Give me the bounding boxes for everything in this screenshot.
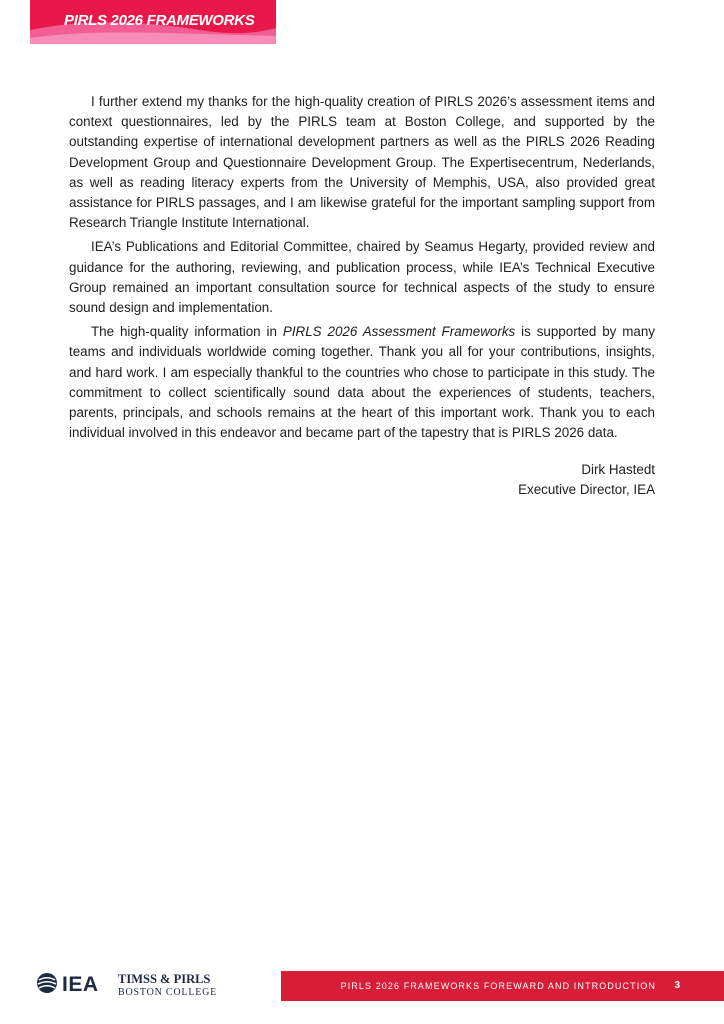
header-title: PIRLS 2026 FRAMEWORKS — [64, 12, 255, 29]
iea-globe-icon — [36, 972, 58, 994]
paragraph-publications: IEA’s Publications and Editorial Committee, chaired by Seamus Hegarty, provided review and guidance for the authoring, reviewing, and publication process, while IEA’s Technical Executive Group remained an important consultation source for technical aspects of the study to ensure sound design and implementation. — [69, 239, 655, 316]
paragraph-information — [69, 322, 655, 443]
boston-college-logo-text: BOSTON COLLEGE — [118, 987, 218, 998]
footer-bar — [281, 971, 724, 1001]
frameworks-title: PIRLS 2026 Assessment Frameworks — [282, 324, 516, 340]
timss-pirls-logo-title: TIMSS & PIRLS — [118, 972, 211, 986]
paragraph-information-rest: is supported by many teams and individuals worldwide coming together. Thank you all for your contributions, insights, and hard work. I am especially thankful to the countries who chose to participate in this study. The commitment to collect scientifically sound data about the experiences of students, teachers, parents, principals, and schools remains at the heart of this important work. Thank you to each individual involved in this endeavor and became part of the tapestry that is PIRLS 2026 data. — [69, 324, 655, 441]
paragraph-information-lead: The high-quality information in — [91, 324, 283, 340]
footer-section-label: PIRLS 2026 FRAMEWORKS FOREWARD AND INTRODUCTION — [340, 981, 656, 991]
page-number: 3 — [674, 980, 680, 991]
footer-logos — [36, 971, 236, 1001]
signature-role: Executive Director, IEA — [518, 482, 655, 498]
iea-logo-text: IEA — [62, 973, 99, 996]
header-banner — [30, 0, 276, 44]
foreword-body — [69, 92, 655, 447]
signature-block — [518, 460, 655, 500]
paragraph-thanks: I further extend my thanks for the high-quality creation of PIRLS 2026’s assessment items and context questionnaires, led by the PIRLS team at Boston College, and supported by the outstanding expertise of international development partners as well as the PIRLS 2026 Reading Development Group and Questionnaire Development Group. The Expertisecentrum, Nederlands, as well as reading literacy experts from the University of Memphis, USA, also provided great assistance for PIRLS passages, and I am likewise grateful for the important sampling support from Research Triangle Institute International. — [69, 94, 655, 231]
signature-name: Dirk Hastedt — [581, 462, 655, 477]
